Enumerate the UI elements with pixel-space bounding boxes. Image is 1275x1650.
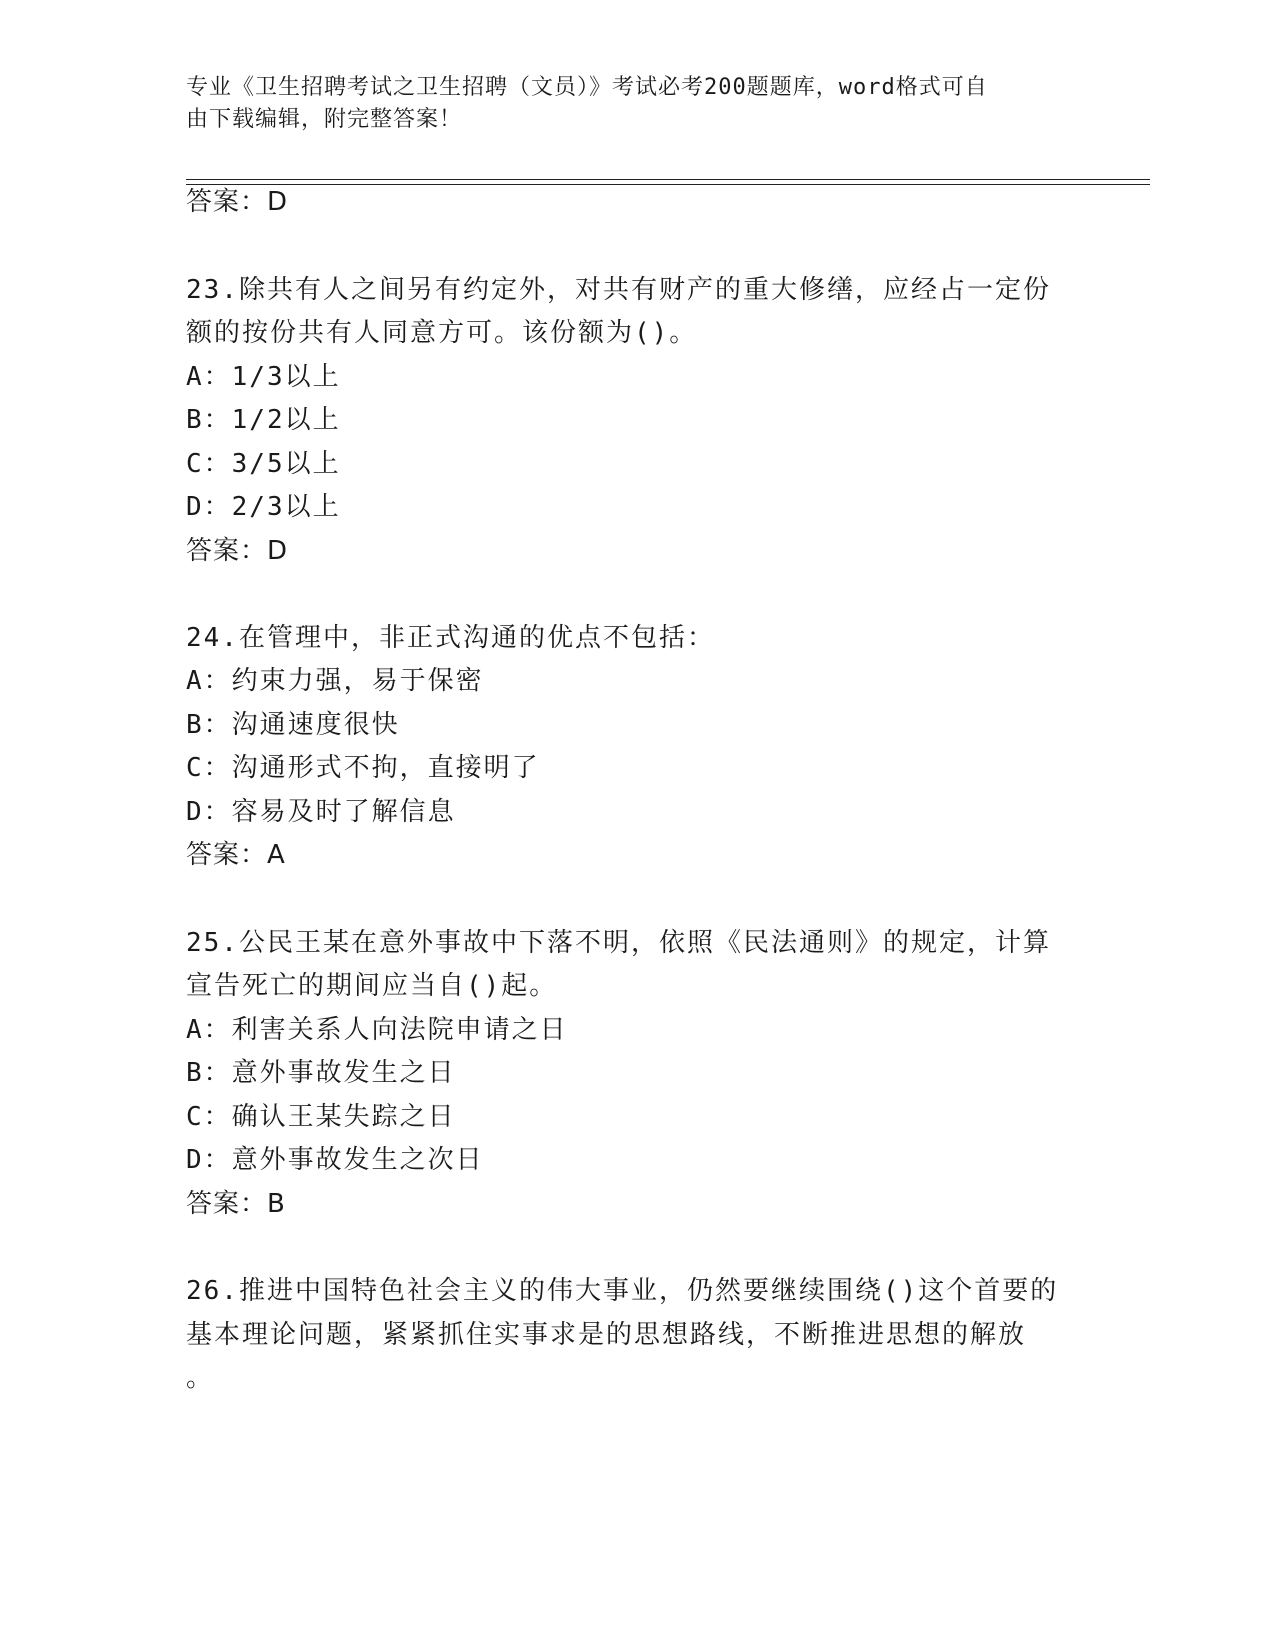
question-23-option-c: C：3/5以上: [186, 449, 341, 479]
question-24-option-d: D：容易及时了解信息: [186, 797, 456, 827]
question-24-option-c: C：沟通形式不拘，直接明了: [186, 753, 540, 783]
question-25-answer: 答案：B: [186, 1189, 286, 1219]
question-25-option-d: D：意外事故发生之次日: [186, 1145, 484, 1175]
question-23-stem-line-2: 额的按份共有人同意方可。该份额为()。: [186, 318, 698, 348]
question-23-option-d: D：2/3以上: [186, 492, 341, 522]
question-26-stem-line-1: 26.推进中国特色社会主义的伟大事业，仍然要继续围绕()这个首要的: [186, 1276, 1059, 1306]
header-divider-bottom: [186, 184, 1150, 185]
question-23-stem-line-1: 23.除共有人之间另有约定外，对共有财产的重大修缮，应经占一定份: [186, 275, 1051, 305]
question-23-option-b: B：1/2以上: [186, 405, 341, 435]
question-25-option-c: C：确认王某失踪之日: [186, 1102, 456, 1132]
question-23-option-a: A：1/3以上: [186, 362, 341, 392]
question-25-option-b: B：意外事故发生之日: [186, 1058, 456, 1088]
question-24-answer: 答案：A: [186, 840, 286, 870]
question-25-stem-line-1: 25.公民王某在意外事故中下落不明，依照《民法通则》的规定，计算: [186, 928, 1051, 958]
question-23-answer: 答案：D: [186, 536, 289, 566]
previous-answer: 答案：D: [186, 187, 289, 217]
header-divider-top: [186, 179, 1150, 180]
question-25-option-a: A：利害关系人向法院申请之日: [186, 1015, 568, 1045]
question-26-stem-line-3: 。: [186, 1363, 215, 1393]
question-24-option-a: A：约束力强，易于保密: [186, 666, 484, 696]
header-line-2: 由下载编辑，附完整答案！: [186, 107, 463, 132]
question-24-option-b: B：沟通速度很快: [186, 710, 400, 740]
question-26-stem-line-2: 基本理论问题，紧紧抓住实事求是的思想路线，不断推进思想的解放: [186, 1320, 1027, 1350]
question-25-stem-line-2: 宣告死亡的期间应当自()起。: [186, 971, 558, 1001]
document-header: [186, 72, 1066, 136]
question-24-stem-line-1: 24.在管理中，非正式沟通的优点不包括：: [186, 623, 715, 653]
header-line-1: 专业《卫生招聘考试之卫生招聘（文员）》考试必考200题题库，word格式可自: [186, 75, 988, 100]
